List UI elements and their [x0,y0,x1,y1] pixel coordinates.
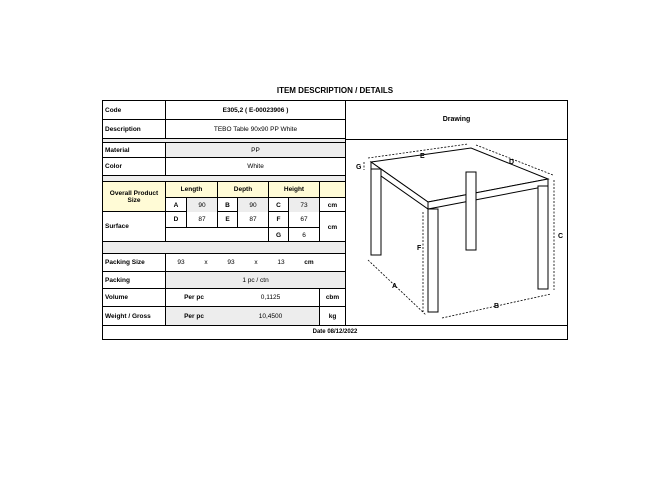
overall-label: Overall Product Size [103,182,166,211]
length-header: Length [166,182,217,197]
packing-value: 1 pc / ctn [166,272,345,288]
sheet-title: ITEM DESCRIPTION / DETAILS [276,86,394,95]
table-leg-front [428,209,438,312]
packing-size-x1: x [204,259,208,266]
description-label: Description [103,120,166,138]
drawing-label-g: G [356,164,362,171]
overall-unit-header-blank [319,182,345,197]
letter-f: F [268,212,288,227]
drawing-label-b: B [494,303,500,310]
footer-date: Date 08/12/2022 [103,325,567,339]
table-leg-right [538,186,548,289]
length-value: 90 [186,197,217,212]
drawing-title: Drawing [442,116,471,123]
surface-g-value: 6 [288,227,319,242]
row-weight [103,307,345,325]
row-description [103,120,345,139]
drawing-label-f: F [417,245,422,252]
surface-e-value: 87 [237,212,268,227]
weight-value: 10,4500 [222,307,319,325]
spec-sheet [102,100,568,340]
volume-value: 0,1125 [260,294,281,301]
packing-size-x2: x [254,259,258,266]
weight-label: Weight / Gross [103,307,166,325]
drawing-label-e: E [420,153,425,160]
packing-label: Packing [103,272,166,288]
drawing-label-a: A [392,283,398,290]
row-surface [103,212,345,242]
letter-g: G [268,227,288,242]
color-value: White [247,163,264,170]
surface-d-value: 87 [186,212,217,227]
drawing-header [346,101,567,140]
packing-size-unit: cm [304,259,314,266]
surface-blank [166,227,268,242]
material-label: Material [103,143,166,157]
packing-size-a: 93 [177,259,185,266]
row-code [103,101,345,120]
drawing-label-d: D [509,159,515,166]
row-material [103,143,345,158]
surface-unit: cm [319,212,345,242]
table-top [371,148,548,202]
drawing-label-c: C [558,233,564,240]
letter-b: B [217,197,237,212]
table-drawing [346,140,568,325]
row-packing [103,272,345,289]
weight-per: Per pc [166,307,222,325]
spec-table [103,101,345,325]
volume-unit: cbm [319,289,345,306]
letter-c: C [268,197,288,212]
row-color [103,158,345,176]
material-value: PP [166,143,345,157]
table-leg-left [371,169,381,255]
height-value: 73 [288,197,319,212]
row-overall-size [103,182,345,212]
color-label: Color [103,158,166,175]
letter-d: D [173,216,179,223]
height-header: Height [268,182,319,197]
depth-value: 90 [237,197,268,212]
weight-unit: kg [319,307,345,325]
overall-unit: cm [319,197,345,212]
packing-size-label: Packing Size [103,254,166,271]
code-label: Code [103,101,166,119]
letter-e: E [217,212,237,227]
code-value: E305,2 ( E-00023906 ) [222,106,289,114]
packing-size-c: 13 [277,259,285,266]
row-volume [103,289,345,307]
volume-label: Volume [103,289,166,306]
depth-header: Depth [217,182,268,197]
row-packing-size [103,254,345,272]
volume-per: Per pc [184,294,204,301]
spacer-row [103,242,345,254]
packing-size-b: 93 [227,259,235,266]
surface-label: Surface [103,212,166,241]
drawing-panel [345,101,567,325]
table-leg-back [466,172,476,250]
surface-f-value: 67 [288,212,319,227]
letter-a: A [166,197,186,212]
description-value: TEBO Table 90x90 PP White [213,125,298,133]
